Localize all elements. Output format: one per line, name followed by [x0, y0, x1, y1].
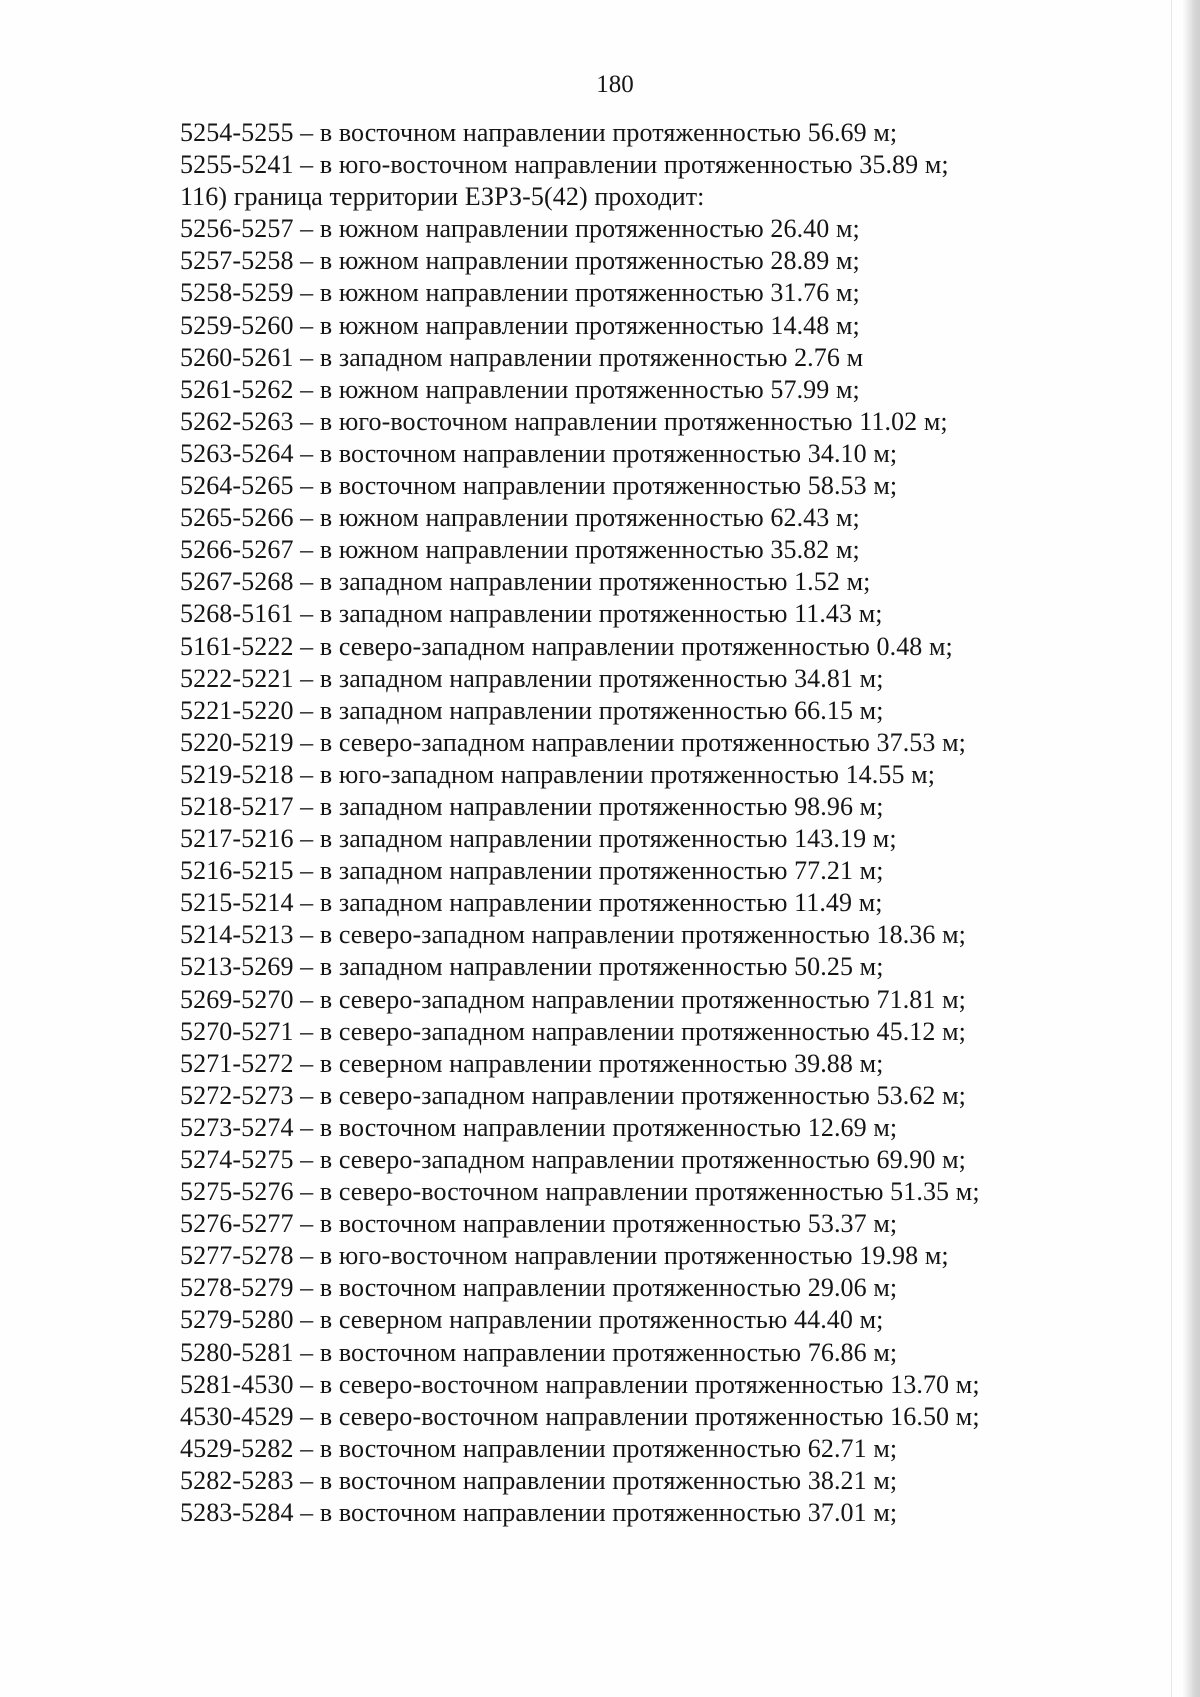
boundary-line: 5216-5215 – в западном направлении протяженностью 77.21 м;	[180, 856, 884, 886]
boundary-line: 5261-5262 – в южном направлении протяженностью 57.99 м;	[180, 374, 860, 404]
boundary-line: 5268-5161 – в западном направлении протяженностью 11.43 м;	[180, 599, 883, 629]
boundary-line: 5272-5273 – в северо-западном направлении протяженностью 53.62 м;	[180, 1080, 966, 1110]
boundary-line: 5262-5263 – в юго-восточном направлении протяженностью 11.02 м;	[180, 406, 948, 436]
boundary-line: 5267-5268 – в западном направлении протяженностью 1.52 м;	[180, 567, 871, 597]
boundary-line: 5280-5281 – в восточном направлении протяженностью 76.86 м;	[180, 1337, 898, 1367]
boundary-line: 5213-5269 – в западном направлении протяженностью 50.25 м;	[180, 952, 884, 982]
boundary-line: 5218-5217 – в западном направлении протяженностью 98.96 м;	[180, 791, 884, 821]
boundary-line: 5260-5261 – в западном направлении протяженностью 2.76 м	[180, 342, 864, 372]
boundary-line: 4529-5282 – в восточном направлении протяженностью 62.71 м;	[180, 1433, 898, 1463]
boundary-line: 5222-5221 – в западном направлении протяженностью 34.81 м;	[180, 663, 884, 693]
boundary-line: 5217-5216 – в западном направлении протяженностью 143.19 м;	[180, 824, 897, 854]
boundary-line: 5279-5280 – в северном направлении протяженностью 44.40 м;	[180, 1305, 884, 1335]
boundary-line: 4530-4529 – в северо-восточном направлении протяженностью 16.50 м;	[180, 1401, 980, 1431]
boundary-line: 5269-5270 – в северо-западном направлении протяженностью 71.81 м;	[180, 984, 966, 1014]
boundary-line: 5274-5275 – в северо-западном направлении протяженностью 69.90 м;	[180, 1145, 966, 1174]
boundary-line: 5282-5283 – в восточном направлении протяженностью 38.21 м;	[180, 1465, 898, 1495]
boundary-line: 5271-5272 – в северном направлении протяженностью 39.88 м;	[180, 1048, 884, 1078]
scan-edge-line	[1171, 0, 1172, 1697]
boundary-line: 5257-5258 – в южном направлении протяженностью 28.89 м;	[180, 246, 860, 276]
page-number: 180	[596, 71, 634, 98]
boundary-line: 5256-5257 – в южном направлении протяженностью 26.40 м;	[180, 214, 860, 244]
boundary-line: 5259-5260 – в южном направлении протяженностью 14.48 м;	[180, 310, 860, 340]
boundary-line: 5214-5213 – в северо-западном направлении протяженностью 18.36 м;	[180, 920, 966, 950]
boundary-line: 5219-5218 – в юго-западном направлении протяженностью 14.55 м;	[180, 759, 936, 789]
boundary-line: 5254-5255 – в восточном направлении протяженностью 56.69 м;	[180, 118, 898, 147]
boundary-line: 5266-5267 – в южном направлении протяженностью 35.82 м;	[180, 535, 860, 565]
boundary-line: 5255-5241 – в юго-восточном направлении протяженностью 35.89 м;	[180, 150, 949, 180]
boundary-line: 5161-5222 – в северо-западном направлении протяженностью 0.48 м;	[180, 631, 953, 661]
scan-edge-shadow	[1182, 0, 1200, 1697]
document-body	[180, 117, 1100, 1529]
boundary-line: 5276-5277 – в восточном направлении протяженностью 53.37 м;	[180, 1209, 898, 1239]
boundary-line: 5283-5284 – в восточном направлении протяженностью 37.01 м;	[180, 1498, 898, 1528]
boundary-line: 5215-5214 – в западном направлении протяженностью 11.49 м;	[180, 888, 883, 918]
boundary-line: 5273-5274 – в восточном направлении протяженностью 12.69 м;	[180, 1112, 898, 1142]
boundary-line: 5277-5278 – в юго-восточном направлении протяженностью 19.98 м;	[180, 1241, 949, 1271]
boundary-line: 5265-5266 – в южном направлении протяженностью 62.43 м;	[180, 503, 860, 533]
boundary-line: 5278-5279 – в восточном направлении протяженностью 29.06 м;	[180, 1273, 898, 1303]
boundary-line: 5263-5264 – в восточном направлении протяженностью 34.10 м;	[180, 438, 898, 468]
boundary-line: 5220-5219 – в северо-западном направлении протяженностью 37.53 м;	[180, 727, 966, 757]
boundary-line: 5221-5220 – в западном направлении протяженностью 66.15 м;	[180, 695, 884, 725]
boundary-line: 5275-5276 – в северо-восточном направлении протяженностью 51.35 м;	[180, 1177, 980, 1207]
boundary-line: 5264-5265 – в восточном направлении протяженностью 58.53 м;	[180, 471, 898, 501]
boundary-line: 5270-5271 – в северо-западном направлении протяженностью 45.12 м;	[180, 1016, 966, 1046]
boundary-line: 5258-5259 – в южном направлении протяженностью 31.76 м;	[180, 278, 860, 308]
boundary-line: 116) граница территории ЕЗРЗ-5(42) проходит:	[180, 182, 705, 212]
boundary-line: 5281-4530 – в северо-восточном направлении протяженностью 13.70 м;	[180, 1369, 980, 1399]
